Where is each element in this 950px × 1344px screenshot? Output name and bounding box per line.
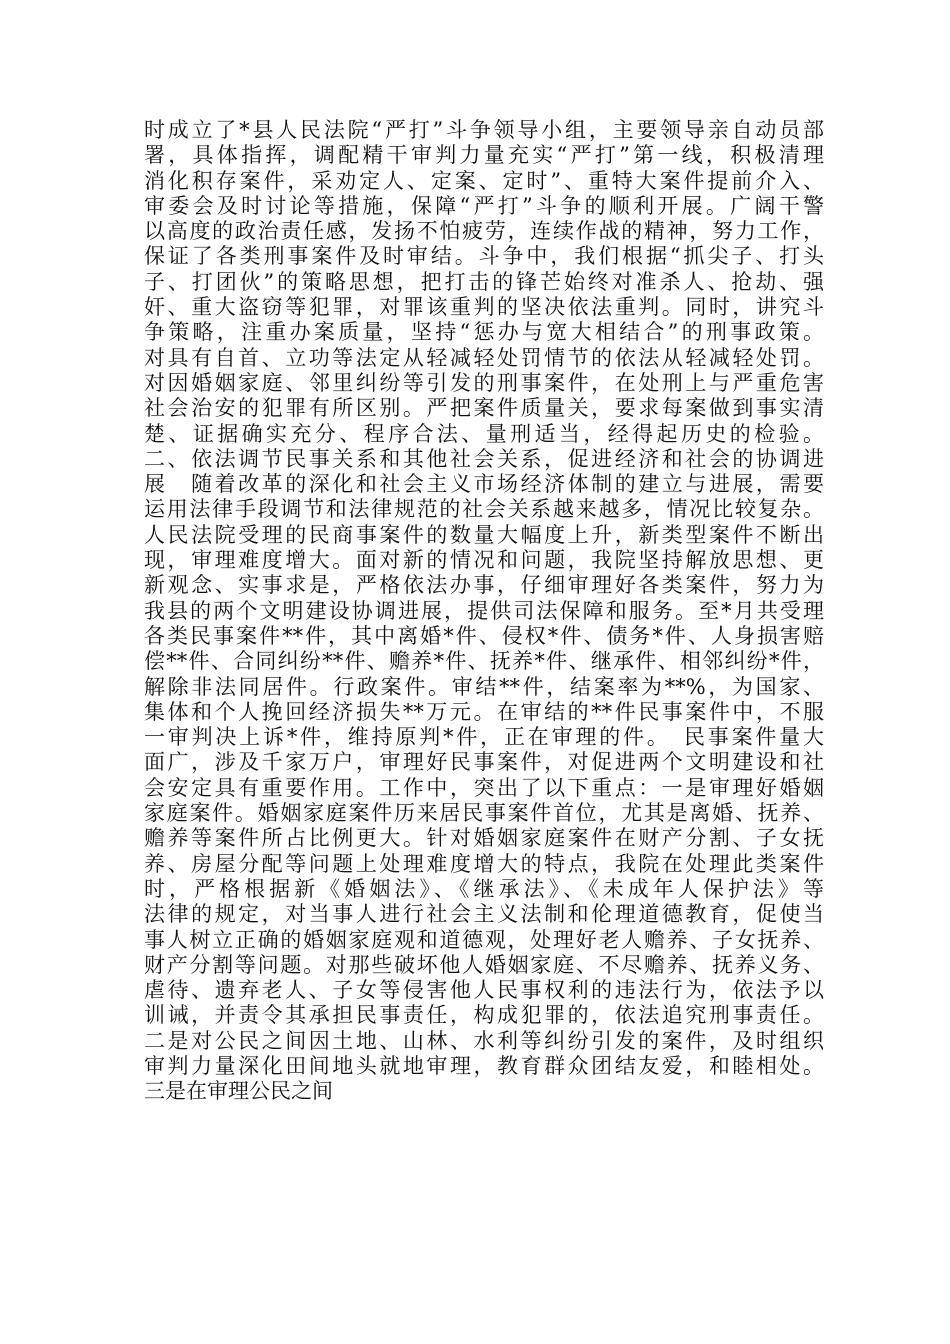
text-line: 二、依法调节民事关系和其他社会关系，促进经济和社会的协调进 [144, 446, 824, 471]
text-line: 对因婚姻家庭、邻里纠纷等引发的刑事案件，在处刑上与严重危害 [144, 370, 824, 395]
text-line: 楚、证据确实充分、程序合法、量刑适当，经得起历史的检验。 [144, 421, 824, 446]
text-line: 一审判决上诉*件，维持原判*件，正在审理的件。 民事案件量大 [144, 725, 824, 750]
text-line: 时，严格根据新《婚姻法》、《继承法》、《未成年人保护法》等 [144, 876, 824, 901]
text-line: 奸、重大盗窃等犯罪，对罪该重判的坚决依法重判。同时，讲究斗 [144, 295, 824, 320]
text-line: 事人树立正确的婚姻家庭观和道德观，处理好老人赡养、子女抚养、 [144, 927, 824, 952]
text-line: 时成立了*县人民法院“严打”斗争领导小组，主要领导亲自动员部 [144, 118, 824, 142]
text-line: 争策略，注重办案质量，坚持“惩办与宽大相结合”的刑事政策。 [144, 320, 824, 345]
text-line: 保证了各类刑事案件及时审结。斗争中，我们根据“抓尖子、打头 [144, 244, 824, 269]
text-line: 财产分割等问题。对那些破坏他人婚姻家庭、不尽赡养、抚养义务、 [144, 952, 824, 977]
text-line: 会安定具有重要作用。工作中，突出了以下重点：一是审理好婚姻 [144, 775, 824, 800]
text-line: 养、房屋分配等问题上处理难度增大的特点，我院在处理此类案件 [144, 851, 824, 876]
text-line: 集体和个人挽回经济损失**万元。在审结的**件民事案件中，不服 [144, 699, 824, 724]
text-line: 我县的两个文明建设协调进展，提供司法保障和服务。至*月共受理 [144, 598, 824, 623]
text-line: 法律的规定，对当事人进行社会主义法制和伦理道德教育，促使当 [144, 902, 824, 927]
text-line: 运用法律手段调节和法律规范的社会关系越来越多，情况比较复杂。 [144, 497, 824, 522]
text-line: 审委会及时讨论等措施，保障“严打”斗争的顺利开展。广阔干警 [144, 193, 824, 218]
text-line: 训诫，并责令其承担民事责任，构成犯罪的，依法追究刑事责任。 [144, 1003, 824, 1028]
text-line: 家庭案件。婚姻家庭案件历来居民事案件首位，尤其是离婚、抚养、 [144, 801, 824, 826]
text-line: 面广，涉及千家万户，审理好民事案件，对促进两个文明建设和社 [144, 750, 824, 775]
text-line: 人民法院受理的民商事案件的数量大幅度上升，新类型案件不断出 [144, 522, 824, 547]
text-line: 署，具体指挥，调配精干审判力量充实“严打”第一线，积极清理 [144, 143, 824, 168]
text-line: 赡养等案件所占比例更大。针对婚姻家庭案件在财产分割、子女抚 [144, 826, 824, 851]
text-line: 新观念、实事求是，严格依法办事，仔细审理好各类案件，努力为 [144, 573, 824, 598]
text-line: 消化积存案件，采劝定人、定案、定时”、重特大案件提前介入、 [144, 168, 824, 193]
text-line: 对具有自首、立功等法定从轻减轻处罚情节的依法从轻减轻处罚。 [144, 345, 824, 370]
text-line: 展 随着改革的深化和社会主义市场经济体制的建立与进展，需要 [144, 472, 824, 497]
text-line: 偿**件、合同纠纷**件、赡养*件、抚养*件、继承件、相邻纠纷*件， [144, 649, 824, 674]
text-line: 以高度的政治责任感，发扬不怕疲劳，连续作战的精神，努力工作， [144, 219, 824, 244]
text-line-last: 三是在审理公民之间 [144, 1079, 333, 1104]
text-line: 现，审理难度增大。面对新的情况和问题，我院坚持解放思想、更 [144, 548, 824, 573]
body-text [144, 118, 824, 1105]
text-line: 解除非法同居件。行政案件。审结**件，结案率为**%，为国家、 [144, 674, 824, 699]
text-line: 审判力量深化田间地头就地审理，教育群众团结友爱，和睦相处。 [144, 1053, 824, 1078]
text-line: 二是对公民之间因土地、山林、水利等纠纷引发的案件，及时组织 [144, 1028, 824, 1053]
text-line: 各类民事案件**件，其中离婚*件、侵权*件、债务*件、人身损害赔 [144, 623, 824, 648]
text-line: 子、打团伙”的策略思想，把打击的锋芒始终对准杀人、抢劫、强 [144, 269, 824, 294]
text-line: 虐待、遗弃老人、子女等侵害他人民事权利的违法行为，依法予以 [144, 978, 824, 1003]
text-line: 社会治安的犯罪有所区别。严把案件质量关，要求每案做到事实清 [144, 396, 824, 421]
